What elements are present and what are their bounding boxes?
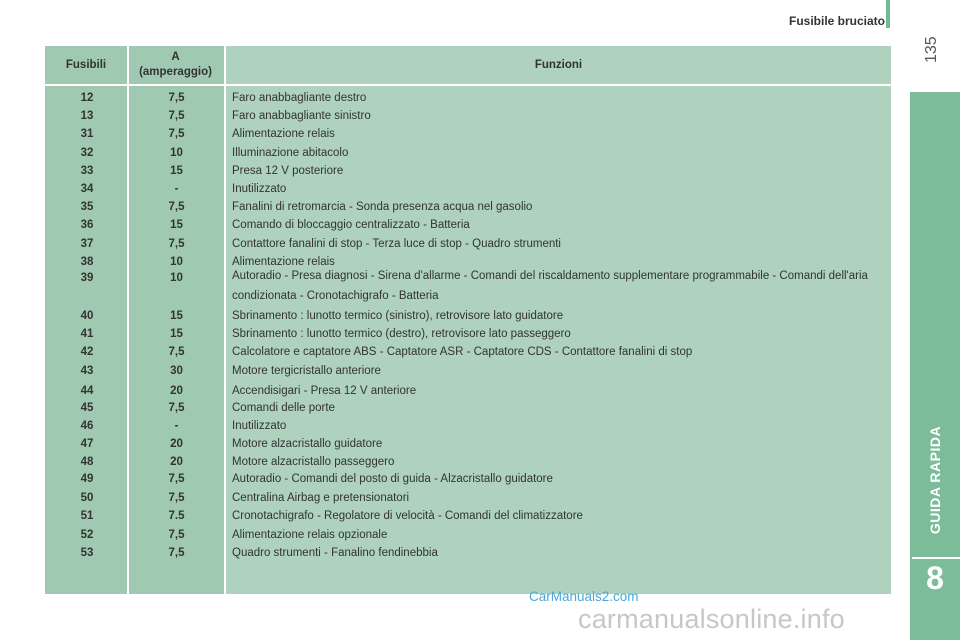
fuse-amperage: 15 xyxy=(170,165,183,177)
fuse-number: 42 xyxy=(80,346,94,358)
table-row xyxy=(45,163,891,179)
fuse-amperage: 7,5 xyxy=(168,128,185,140)
header-divider xyxy=(45,84,891,86)
fuse-function: Fanalini di retromarcia - Sonda presenza acqua nel gasolio xyxy=(232,201,533,213)
fuse-amperage: 7,5 xyxy=(168,402,185,414)
table-row xyxy=(45,270,891,302)
fuse-amperage: 15 xyxy=(170,328,183,340)
fuse-amperage: 7,5 xyxy=(168,492,185,504)
fuse-function: Comando di bloccaggio centralizzato - Batteria xyxy=(232,219,470,231)
fuse-amperage: 7,5 xyxy=(168,346,185,358)
footer-watermark: carmanualsonline.info xyxy=(578,604,845,634)
fuse-number: 44 xyxy=(80,385,94,397)
header-fuses: Fusibili xyxy=(65,58,107,71)
fuse-number: 37 xyxy=(80,238,94,250)
table-row xyxy=(45,490,891,506)
table-row xyxy=(45,344,891,360)
header-amperage-unit: A xyxy=(171,51,180,63)
table-row xyxy=(45,418,891,434)
fuse-number: 48 xyxy=(80,456,94,468)
fuse-function: Inutilizzato xyxy=(232,420,287,432)
chapter-number: 8 xyxy=(926,560,944,596)
fuse-function: Quadro strumenti - Fanalino fendinebbia xyxy=(232,547,438,559)
section-label xyxy=(910,390,960,570)
table-row xyxy=(45,471,891,487)
fuse-amperage: 7,5 xyxy=(168,529,185,541)
table-row xyxy=(45,308,891,324)
table-row xyxy=(45,326,891,342)
fuse-function: Motore tergicristallo anteriore xyxy=(232,365,381,377)
header-amperage xyxy=(127,46,224,84)
fuse-function: Alimentazione relais xyxy=(232,256,335,268)
fuse-number: 35 xyxy=(80,201,94,213)
fuse-number: 38 xyxy=(80,256,94,268)
page-header-title: Fusibile bruciato xyxy=(788,14,885,28)
fuse-function: Illuminazione abitacolo xyxy=(232,147,349,159)
fuse-amperage: 7,5 xyxy=(168,473,185,485)
fuse-number: 33 xyxy=(80,165,94,177)
table-row xyxy=(45,436,891,452)
table-row xyxy=(45,108,891,124)
fuse-amperage: 7,5 xyxy=(168,92,185,104)
fuse-amperage: 15 xyxy=(170,219,183,231)
fuse-amperage: 30 xyxy=(170,365,183,377)
fuse-amperage: 20 xyxy=(170,456,183,468)
table-row xyxy=(45,508,891,524)
header-accent-bar xyxy=(886,0,890,28)
fuse-function: Inutilizzato xyxy=(232,183,287,195)
fuse-number: 46 xyxy=(80,420,94,432)
fuse-amperage: 7,5 xyxy=(168,110,185,122)
table-row xyxy=(45,454,891,470)
fuse-amperage: 10 xyxy=(170,272,183,284)
fuse-number: 12 xyxy=(80,92,94,104)
fuse-function: Centralina Airbag e pretensionatori xyxy=(232,492,410,504)
header-amperage-label: (amperaggio) xyxy=(139,66,212,78)
fuse-number: 39 xyxy=(80,272,94,284)
watermark: CarManuals2.com xyxy=(529,589,639,604)
page-number-text: 135 xyxy=(923,36,940,63)
fuse-number: 47 xyxy=(80,438,94,450)
fuse-function: Comandi delle porte xyxy=(232,402,335,414)
fuse-function: Autoradio - Presa diagnosi - Sirena d'allarme - Comandi del riscaldamento supplementare programmabile - Comandi dell'aria condizionata - Cronotachigrafo - Batteria xyxy=(232,270,868,302)
table-row xyxy=(45,181,891,197)
fuse-function: Sbrinamento : lunotto termico (sinistro), retrovisore lato guidatore xyxy=(232,310,564,322)
fuse-function: Accendisigari - Presa 12 V anteriore xyxy=(232,385,417,397)
fuse-function: Motore alzacristallo guidatore xyxy=(232,438,383,450)
fuse-function: Sbrinamento : lunotto termico (destro), retrovisore lato passeggero xyxy=(232,328,571,340)
fuse-function: Alimentazione relais xyxy=(232,128,335,140)
fuse-number: 45 xyxy=(80,402,94,414)
fuse-function: Cronotachigrafo - Regolatore di velocità - Comandi del climatizzatore xyxy=(232,510,583,522)
fuse-function: Faro anabbagliante sinistro xyxy=(232,110,371,122)
fuse-function: Faro anabbagliante destro xyxy=(232,92,367,104)
fuse-function: Autoradio - Comandi del posto di guida - Alzacristallo guidatore xyxy=(232,473,553,485)
page-number xyxy=(922,36,942,74)
fuse-function: Contattore fanalini di stop - Terza luce di stop - Quadro strumenti xyxy=(232,238,561,250)
fuse-number: 40 xyxy=(80,310,94,322)
section-label-text: GUIDA RAPIDA xyxy=(927,425,943,535)
table-row xyxy=(45,217,891,233)
fuse-table xyxy=(45,46,891,604)
header-functions: Funzioni xyxy=(534,58,583,71)
fuse-amperage: - xyxy=(174,183,179,195)
fuse-number: 50 xyxy=(80,492,94,504)
table-row xyxy=(45,145,891,161)
fuse-amperage: 15 xyxy=(170,310,183,322)
fuse-number: 41 xyxy=(80,328,94,340)
table-row xyxy=(45,527,891,543)
fuse-number: 13 xyxy=(80,110,94,122)
fuse-amperage: 10 xyxy=(170,147,183,159)
fuse-number: 32 xyxy=(80,147,94,159)
fuse-amperage: 20 xyxy=(170,385,183,397)
fuse-number: 52 xyxy=(80,529,94,541)
table-header xyxy=(45,46,891,84)
fuse-amperage: 7,5 xyxy=(168,201,185,213)
fuse-number: 36 xyxy=(80,219,94,231)
fuse-function: Presa 12 V posteriore xyxy=(232,165,344,177)
fuse-number: 34 xyxy=(80,183,94,195)
table-row xyxy=(45,199,891,215)
table-row xyxy=(45,90,891,106)
fuse-amperage: 20 xyxy=(170,438,183,450)
fuse-amperage: 7,5 xyxy=(168,547,185,559)
table-row xyxy=(45,383,891,399)
fuse-amperage: - xyxy=(174,420,179,432)
chapter-divider xyxy=(912,557,960,559)
fuse-amperage: 7,5 xyxy=(168,238,185,250)
fuse-function: Alimentazione relais opzionale xyxy=(232,529,388,541)
fuse-number: 43 xyxy=(80,365,94,377)
fuse-number: 53 xyxy=(80,547,94,559)
table-row xyxy=(45,400,891,416)
table-row xyxy=(45,545,891,561)
fuse-number: 49 xyxy=(80,473,94,485)
fuse-amperage: 10 xyxy=(170,256,183,268)
fuse-number: 51 xyxy=(80,510,94,522)
fuse-number: 31 xyxy=(80,128,94,140)
fuse-function: Motore alzacristallo passeggero xyxy=(232,456,395,468)
table-row xyxy=(45,126,891,142)
fuse-function: Calcolatore e captatore ABS - Captatore ASR - Captatore CDS - Contattore fanalini di stop xyxy=(232,346,693,358)
fuse-amperage: 7.5 xyxy=(168,510,185,522)
table-row xyxy=(45,236,891,252)
table-row xyxy=(45,363,891,379)
